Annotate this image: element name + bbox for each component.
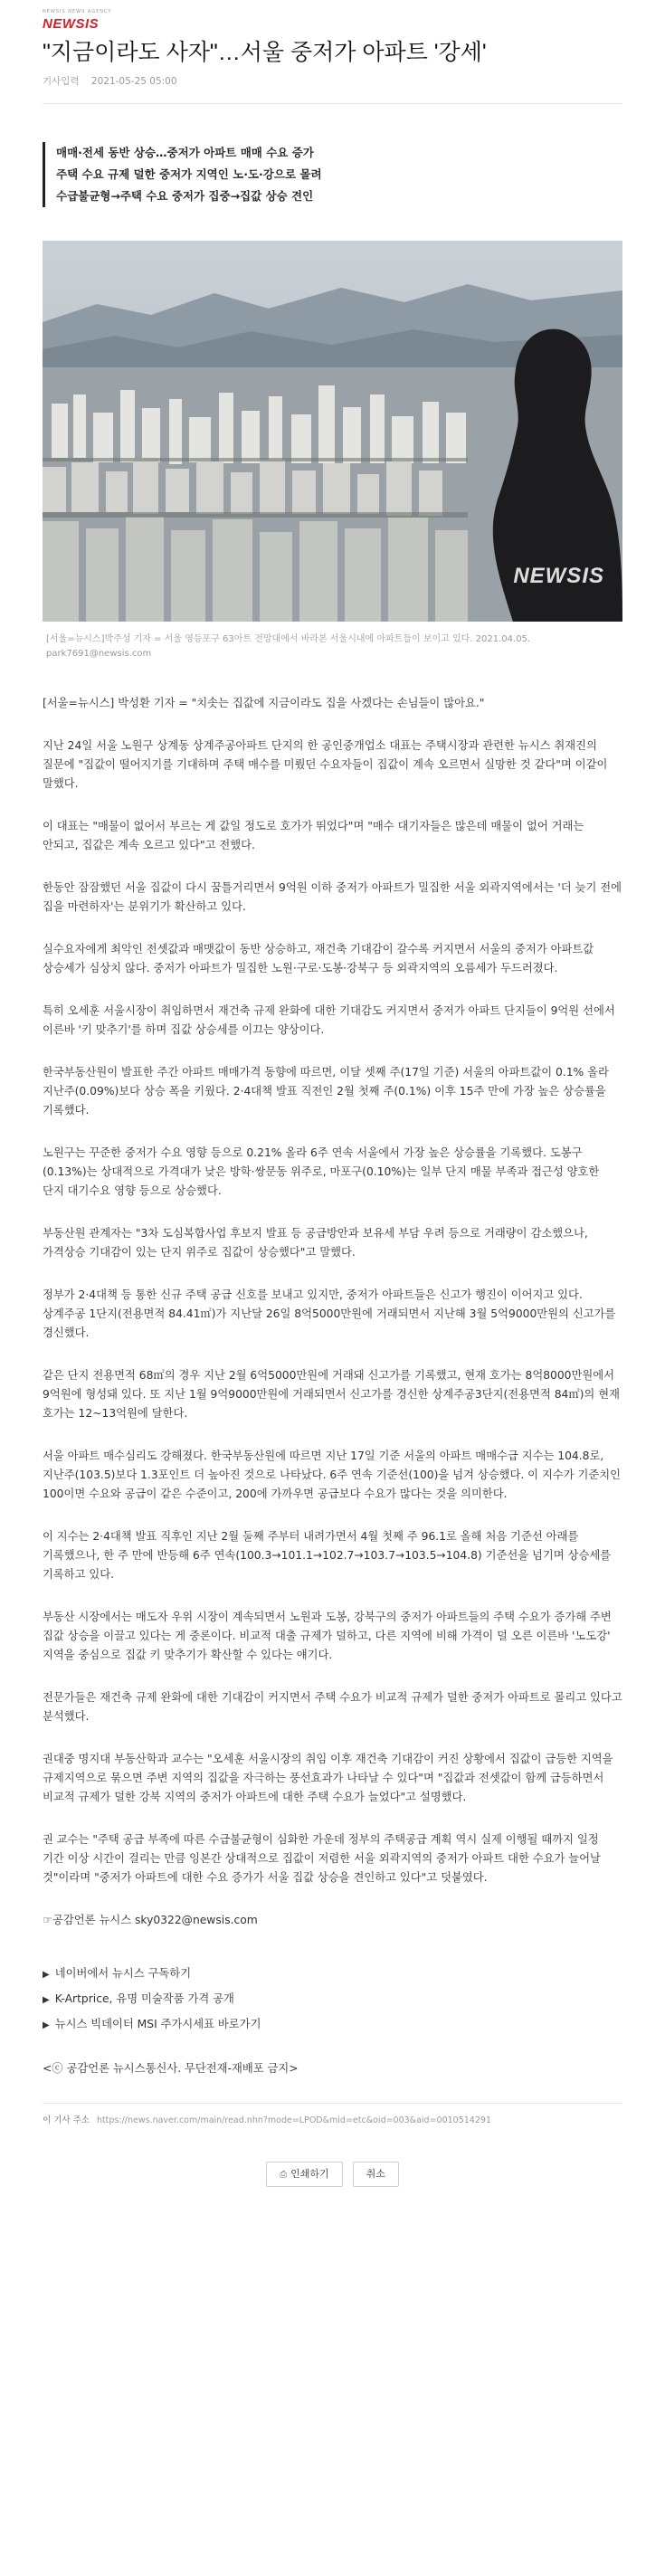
article-paragraph: 같은 단지 전용면적 68㎡의 경우 지난 2월 6억5000만원에 거래돼 신고가를 기록했고, 현재 호가는 8억8000만원에서 9억원에 형성돼 있다. 또 지난 1월 9억9000만원에 거래되면서 신고가를 경신한 상계주공3단지(전용면적 84㎡)의 현재 호가는 12~13억원에 달한다. <box>43 1369 620 1420</box>
summary-line: 수급불균형→주택 수요 중저가 집중→집값 상승 견인 <box>56 189 314 203</box>
photo-watermark: NEWSIS <box>513 564 604 588</box>
article-paragraph: [서울=뉴시스] 박성환 기자 = "치솟는 집값에 지금이라도 집을 사겠다는 손님들이 많아요." <box>43 697 485 709</box>
article-paragraph: 노원구는 꾸준한 중저가 수요 영향 등으로 0.21% 올라 6주 연속 서울에서 가장 높은 상승률을 기록했다. 도봉구(0.13%)는 상대적으로 가격대가 낮은 방학·쌍문동 위주로, 마포구(0.10%)는 일부 단지 매물 부족과 접근성 양호한 단지 대기수요 영향 등으로 상승했다. <box>43 1146 600 1197</box>
source-url[interactable]: https://news.naver.com/main/read.nhn?mode=LPOD&mid=etc&oid=003&aid=0010514291 <box>96 2115 491 2125</box>
article-paragraph: 서울 아파트 매수심리도 강해졌다. 한국부동산원에 따르면 지난 17일 기준 서울의 아파트 매매수급 지수는 104.8로, 지난주(103.5)보다 1.3포인트 더 높아진 것으로 나타났다. 6주 연속 기준선(100)을 넘겨 상승했다. 이 지수가 기준치인 100이면 수요와 공급이 같은 수준이고, 200에 가까우면 공급보다 수요가 많다는 것을 의미한다. <box>43 1450 622 1500</box>
related-link-label: K-Artprice, 유명 미술작품 가격 공개 <box>54 1992 234 2005</box>
article-dateline <box>43 74 622 89</box>
print-button[interactable] <box>266 2162 343 2187</box>
article-body <box>43 694 622 1887</box>
related-link-label: 네이버에서 뉴시스 구독하기 <box>54 1967 192 1980</box>
article-source <box>43 2113 622 2127</box>
related-link-artprice[interactable] <box>43 1987 622 2012</box>
related-links <box>43 1962 622 2038</box>
summary-line: 매매·전세 동반 상승…중저가 아파트 매매 수요 증가 <box>56 146 314 159</box>
press-logo[interactable] <box>43 0 622 31</box>
article-paragraph: 권 교수는 "주택 공급 부족에 따른 수급불균형이 심화한 가운데 정부의 주택공급 계획 역시 실제 이행될 때까지 일정 기간 이상 시간이 걸리는 만큼 잉본간 상대적으로 집값이 저렴한 서울 외곽지역의 중저가 아파트 대한 수요가 늘어날 것"이라며 "중저가 아파트에 대한 수요 증가가 서울 집값 상승을 견인하고 있다"고 덧붙였다. <box>43 1833 601 1884</box>
action-buttons <box>43 2162 622 2191</box>
article-paragraph: 정부가 2·4대책 등 통한 신규 주택 공급 신호를 보내고 있지만, 중저가 아파트들은 신고가 행진이 이어지고 있다. 상계주공 1단지(전용면적 84.41㎡)가 지난달 26일 8억5000만원에 거래되면서 지난해 3월 5억9000만원의 신고가를 경신했다. <box>43 1288 616 1339</box>
printer-icon: ⎙ <box>280 2170 288 2180</box>
print-button-label: 인쇄하기 <box>290 2168 329 2180</box>
header-divider <box>43 103 622 104</box>
summary-line: 주택 수요 규제 덜한 중저가 지역인 노·도·강으로 몰려 <box>56 167 322 181</box>
article-paragraph: 한국부동산원이 발표한 주간 아파트 매매가격 동향에 따르면, 이달 셋째 주(17일 기준) 서울의 아파트값이 0.1% 올라 지난주(0.09%)보다 상승 폭을 키웠다. 2·4대책 발표 직전인 2월 첫째 주(0.1%) 이후 15주 만에 가장 높은 상승률을 기록했다. <box>43 1066 609 1117</box>
triangle-right-icon: ▶ <box>43 1995 50 2005</box>
source-label: 이 기사 주소 <box>43 2115 90 2125</box>
article-paragraph: 권대중 명지대 부동산학과 교수는 "오세훈 서울시장의 취임 이후 재건축 기대감이 커진 상황에서 집값이 급등한 지역을 규제지역으로 묶으면 주변 지역의 집값을 자극하는 풍선효과가 나타날 수 있다"며 "집값과 전셋값이 함께 급등하면서 비교적 규제가 덜한 강북 지역의 중저가 아파트에 대한 주택 수요가 늘었다"고 설명했다. <box>43 1753 613 1803</box>
related-link-msi[interactable] <box>43 2012 622 2038</box>
article-paragraph: 전문가들은 재건축 규제 완화에 대한 기대감이 커지면서 주택 수요가 비교적 규제가 덜한 중저가 아파트로 몰리고 있다고 분석했다. <box>43 1691 622 1723</box>
article-photo <box>43 241 622 622</box>
article-title: "지금이라도 사자"…서울 중저가 아파트 '강세' <box>43 40 487 65</box>
reporter-contact[interactable]: ☞공감언론 뉴시스 sky0322@newsis.com <box>43 1914 258 1926</box>
article-paragraph: 이 대표는 "매물이 없어서 부르는 게 값일 정도로 호가가 뛰었다"며 "매수 대기자들은 많은데 매물이 없어 거래는 안되고, 집값은 계속 오르고 있다"고 전했다. <box>43 820 584 851</box>
date-label: 기사입력 <box>43 76 80 87</box>
article-summary <box>43 142 622 207</box>
related-link-label: 뉴시스 빅데이터 MSI 주가시세표 바로가기 <box>54 2018 261 2030</box>
publish-date: 2021-05-25 05:00 <box>90 76 177 87</box>
article-paragraph: 부동산원 관계자는 "3차 도심복합사업 후보지 발표 등 공급방안과 보유세 부담 우려 등으로 거래량이 감소했으나, 가격상승 기대감이 있는 단지 위주로 집값이 상승했다"고 말했다. <box>43 1227 588 1259</box>
triangle-right-icon: ▶ <box>43 2020 50 2030</box>
article-paragraph: 지난 24일 서울 노원구 상계동 상계주공아파트 단지의 한 공인중개업소 대표는 주택시장과 관련한 뉴시스 취재진의 질문에 "집값이 떨어지기를 기대하며 주택 매수를 미뤘던 수요자들이 집값이 계속 오르면서 실망한 것 같다"며 이같이 말했다. <box>43 739 608 790</box>
article-paragraph: 부동산 시장에서는 매도자 우위 시장이 계속되면서 노원과 도봉, 강북구의 중저가 아파트들의 주택 수요가 증가해 주변 집값 상승을 이끌고 있다는 게 중론이다. 비교적 대출 규제가 덜하고, 다른 지역에 비해 가격이 덜 오른 이른바 '노도강' 지역을 중심으로 집값 키 맞추기가 확산할 수 있다는 얘기다. <box>43 1611 612 1661</box>
article-paragraph: 실수요자에게 최악인 전셋값과 매맷값이 동반 상승하고, 재건축 기대감이 갈수록 커지면서 서울의 중저가 아파트값 상승세가 심상치 않다. 중저가 아파트가 밀집한 노원·구로·도봉·강북구 등 외곽지역의 오름세가 두드러졌다. <box>43 943 594 974</box>
related-link-subscribe[interactable] <box>43 1962 622 1987</box>
article-paragraph: 이 지수는 2·4대책 발표 직후인 지난 2월 둘째 주부터 내려가면서 4월 첫째 주 96.1로 올해 처음 기준선 아래를 기록했으나, 한 주 만에 반등해 6주 연속(100.3→101.1→102.7→103.7→103.5→104.8) 기준선을 넘기며 상승세를 기록하고 있다. <box>43 1530 612 1581</box>
article-paragraph: 한동안 잠잠했던 서울 집값이 다시 꿈틀거리면서 9억원 이하 중저가 아파트가 밀집한 서울 외곽지역에서는 '더 늦기 전에 집을 마련하자'는 분위기가 확산하고 있다. <box>43 881 622 913</box>
photo-caption: [서울=뉴시스]박주성 기자 = 서울 영등포구 63아트 전망대에서 바라본 서울시내에 아파트들이 보이고 있다. 2021.04.05. park7691@newsis.com <box>46 634 531 659</box>
copyright-notice: <ⓒ 공감언론 뉴시스통신사. 무단전재-재배포 금지> <box>43 2062 299 2075</box>
footer-divider <box>43 2103 622 2104</box>
press-logo-tagline: NEWSIS NEWS AGENCY <box>43 9 112 14</box>
press-logo-text: NEWSIS <box>43 16 100 32</box>
article-paragraph: 특히 오세훈 서울시장이 취임하면서 재건축 규제 완화에 대한 기대감도 커지면서 중저가 아파트 단지들이 9억원 선에서 이른바 '키 맞추기'를 하며 집값 상승세를 이끄는 양상이다. <box>43 1004 615 1036</box>
close-button[interactable]: 취소 <box>353 2162 399 2187</box>
triangle-right-icon: ▶ <box>43 1970 50 1980</box>
